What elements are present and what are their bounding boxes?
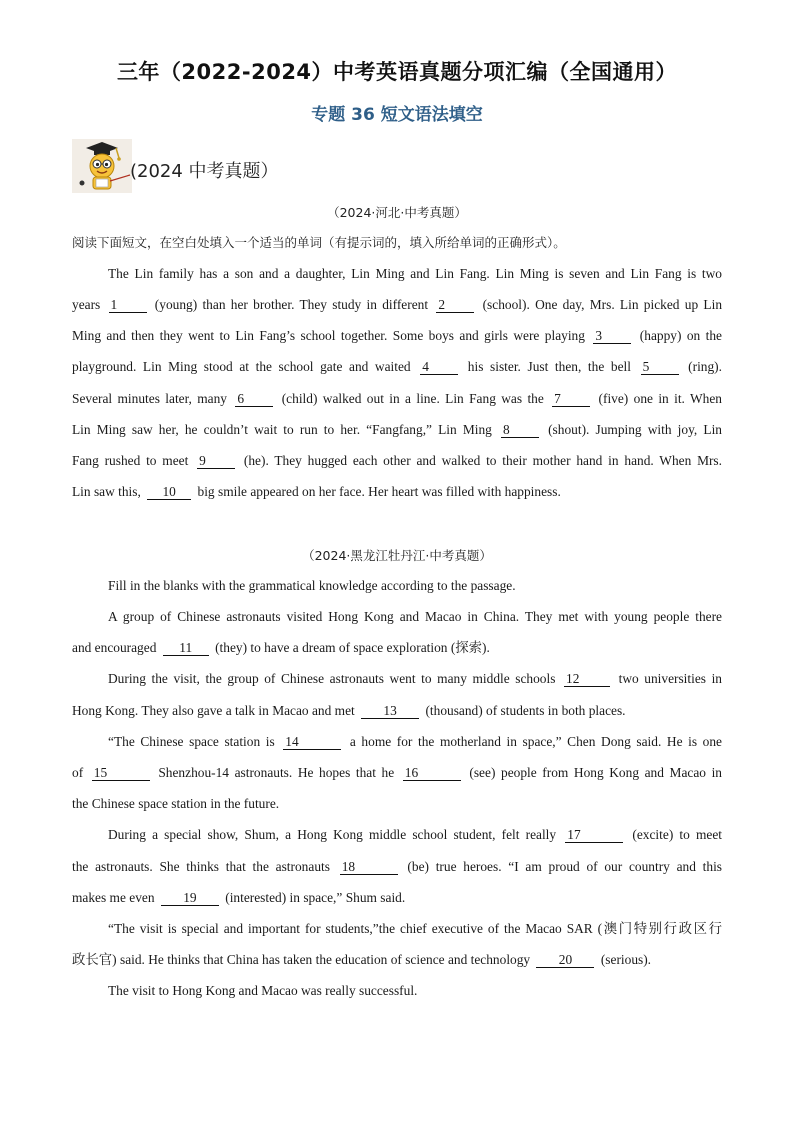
section-label: (2024 中考真题） — [130, 161, 279, 182]
passage1-line — [72, 452, 722, 470]
line-text: makes me even — [72, 890, 158, 905]
blank-number: 1 — [109, 297, 147, 313]
passage2-line — [72, 670, 722, 688]
passage1-line — [72, 390, 722, 408]
line-text: (shout). Jumping with joy, Lin — [541, 422, 722, 437]
section-heading — [72, 138, 279, 194]
blank-number: 4 — [420, 359, 458, 375]
passage2-line — [72, 639, 722, 657]
line-text: (serious). — [597, 952, 652, 967]
line-text: a home for the motherland in space,” Chen Dong said. He is one — [344, 734, 722, 749]
passage2-line — [72, 826, 722, 844]
passage2-line — [72, 858, 722, 876]
sub-title: 专题 36 短文语法填空 — [311, 105, 483, 125]
main-title: 三年（2022-2024）中考英语真题分项汇编（全国通用） — [116, 60, 678, 84]
line-text: Lin saw this, — [72, 484, 145, 499]
line-text: (be) true heroes. “I am proud of our country and this — [400, 859, 722, 874]
line-text: “The visit is special and important for students,”the chief executive of the Macao SAR (澳门特别行政区行 — [108, 921, 722, 936]
line-text: the Chinese space station in the future. — [72, 796, 280, 811]
passage1-instruction: 阅读下面短文，在空白处填入一个适当的单词（有提示词的，填入所给单词的正确形式）。 — [72, 235, 566, 250]
passage1-line — [72, 296, 722, 314]
line-text: The Lin family has a son and a daughter, Lin Ming and Lin Fang. Lin Ming is seven and Lin Fang is two — [108, 266, 722, 281]
line-text: (he). They hugged each other and walked to their mother hand in hand. When Mrs. — [238, 453, 722, 468]
passage1-line — [72, 421, 722, 439]
line-text: 政长官) said. He thinks that China has taken the education of science and technology — [72, 952, 534, 967]
passage2-line — [72, 702, 722, 720]
line-text: (happy) on the — [634, 328, 723, 343]
passage2-line — [72, 889, 722, 907]
blank-number: 18 — [340, 859, 398, 875]
passage2-line — [72, 951, 722, 969]
line-text: (thousand) of students in both places. — [422, 703, 626, 718]
line-text: Fill in the blanks with the grammatical knowledge according to the passage. — [108, 578, 516, 593]
passage2-line — [72, 608, 722, 626]
line-text: Fang rushed to meet — [72, 453, 195, 468]
blank-number: 8 — [501, 422, 539, 438]
line-text: “The Chinese space station is — [108, 734, 281, 749]
line-text: the astronauts. She thinks that the astronauts — [72, 859, 337, 874]
line-text: (interested) in space,” Shum said. — [221, 890, 406, 905]
line-text: years — [72, 297, 106, 312]
passage2-line — [72, 577, 722, 595]
passage2-line — [72, 764, 722, 782]
line-text: two universities in — [613, 671, 722, 686]
line-text: Lin Ming saw her, he couldn’t wait to run to her. “Fangfang,” Lin Ming — [72, 422, 498, 437]
blank-number: 17 — [565, 827, 623, 843]
line-text: (they) to have a dream of space exploration (探索). — [211, 640, 490, 655]
passage2-line — [72, 795, 722, 813]
passage1-line — [72, 265, 722, 283]
passage1-line — [72, 358, 722, 376]
line-text: During a special show, Shum, a Hong Kong middle school student, felt really — [108, 827, 563, 842]
line-text: The visit to Hong Kong and Macao was really successful. — [108, 983, 418, 998]
blank-number: 7 — [552, 391, 590, 407]
passage1-source: （2024·河北·中考真题） — [327, 205, 467, 220]
blank-number: 3 — [593, 328, 631, 344]
passage2-line — [72, 982, 722, 1000]
blank-number: 19 — [161, 890, 219, 906]
line-text: (school). One day, Mrs. Lin picked up Lin — [477, 297, 723, 312]
line-text: (child) walked out in a line. Lin Fang was the — [276, 391, 550, 406]
passage2-line — [72, 733, 722, 751]
blank-number: 5 — [641, 359, 679, 375]
line-text: (ring). — [681, 359, 722, 374]
blank-number: 11 — [163, 640, 209, 656]
blank-number: 14 — [283, 734, 341, 750]
line-text: of — [72, 765, 89, 780]
blank-number: 20 — [536, 952, 594, 968]
line-text: Ming and then they went to Lin Fang’s school together. Some boys and girls were playing — [72, 328, 591, 343]
blank-number: 12 — [564, 671, 610, 687]
blank-number: 10 — [147, 484, 191, 500]
line-text: big smile appeared on her face. Her heart was filled with happiness. — [194, 484, 561, 499]
blank-number: 15 — [92, 765, 150, 781]
blank-number: 16 — [403, 765, 461, 781]
line-text: (young) than her brother. They study in different — [149, 297, 434, 312]
line-text: A group of Chinese astronauts visited Hong Kong and Macao in China. They met with young people there — [108, 609, 722, 624]
line-text: Shenzhou-14 astronauts. He hopes that he — [152, 765, 400, 780]
blank-number: 13 — [361, 703, 419, 719]
line-text: his sister. Just then, the bell — [461, 359, 638, 374]
passage1-line — [72, 327, 722, 345]
scholar-mascot-icon — [72, 139, 132, 193]
line-text: playground. Lin Ming stood at the school gate and waited — [72, 359, 418, 374]
passage1-line — [72, 483, 722, 501]
passage2-source: （2024·黑龙江牡丹江·中考真题） — [302, 548, 492, 563]
line-text: (five) one in it. When — [593, 391, 722, 406]
blank-number: 9 — [197, 453, 235, 469]
line-text: Hong Kong. They also gave a talk in Macao and met — [72, 703, 359, 718]
passage2-line — [72, 920, 722, 938]
blank-number: 6 — [235, 391, 273, 407]
line-text: Several minutes later, many — [72, 391, 233, 406]
line-text: During the visit, the group of Chinese astronauts went to many middle schools — [108, 671, 562, 686]
blank-number: 2 — [436, 297, 474, 313]
line-text: (excite) to meet — [626, 827, 723, 842]
line-text: and encouraged — [72, 640, 160, 655]
line-text: (see) people from Hong Kong and Macao in — [463, 765, 722, 780]
